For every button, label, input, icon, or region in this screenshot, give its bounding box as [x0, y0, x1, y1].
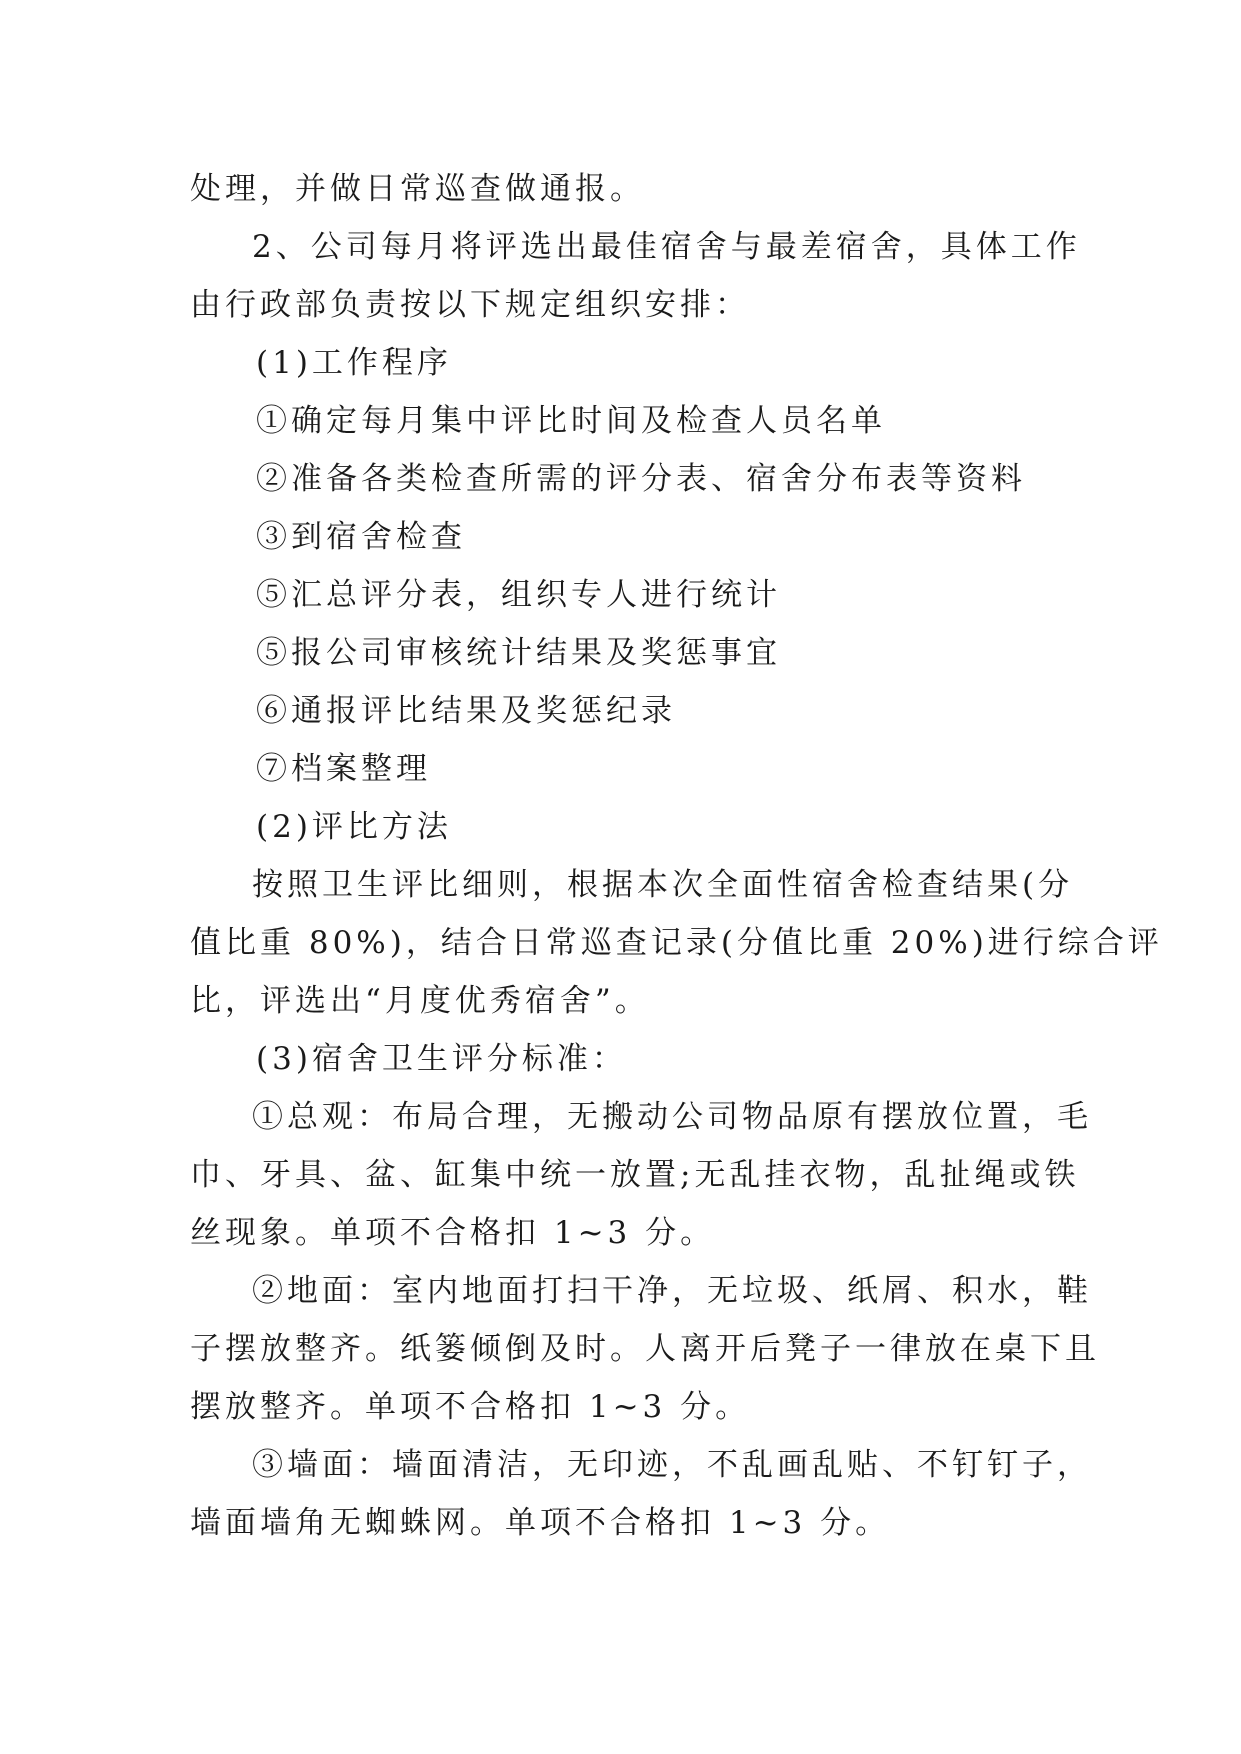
section-heading: (2)评比方法 — [256, 809, 452, 845]
list-item: ①确定每月集中评比时间及检查人员名单 — [256, 403, 886, 439]
document-body — [190, 160, 1163, 1552]
text-line: 丝现象。单项不合格扣 1~3 分。 — [190, 1215, 716, 1251]
section-heading: (1)工作程序 — [256, 345, 452, 381]
list-item: ⑥通报评比结果及奖惩纪录 — [256, 693, 676, 729]
text-line: 处理，并做日常巡查做通报。 — [190, 171, 645, 207]
text-line: 2、公司每月将评选出最佳宿舍与最差宿舍，具体工作 — [252, 229, 1081, 265]
text-line: 巾、牙具、盆、缸集中统一放置;无乱挂衣物，乱扯绳或铁 — [190, 1157, 1080, 1193]
text-line: ①总观：布局合理，无搬动公司物品原有摆放位置，毛 — [252, 1099, 1092, 1135]
list-item: ⑤报公司审核统计结果及奖惩事宜 — [256, 635, 781, 671]
text-line: 按照卫生评比细则，根据本次全面性宿舍检查结果(分 — [252, 867, 1074, 903]
text-line: 墙面墙角无蜘蛛网。单项不合格扣 1~3 分。 — [190, 1505, 891, 1541]
text-line: 摆放整齐。单项不合格扣 1~3 分。 — [190, 1389, 751, 1425]
text-line: ③墙面：墙面清洁，无印迹，不乱画乱贴、不钉钉子， — [252, 1447, 1092, 1483]
text-line: ②地面：室内地面打扫干净，无垃圾、纸屑、积水，鞋 — [252, 1273, 1092, 1309]
list-item: ②准备各类检查所需的评分表、宿舍分布表等资料 — [256, 461, 1026, 497]
text-line: 比，评选出“月度优秀宿舍”。 — [190, 983, 650, 1019]
list-item: ⑦档案整理 — [256, 751, 431, 787]
list-item: ③到宿舍检查 — [256, 519, 466, 555]
list-item: ⑤汇总评分表，组织专人进行统计 — [256, 577, 781, 613]
section-heading: (3)宿舍卫生评分标准： — [256, 1041, 627, 1077]
text-line: 子摆放整齐。纸篓倾倒及时。人离开后凳子一律放在桌下且 — [190, 1331, 1100, 1367]
text-line: 由行政部负责按以下规定组织安排： — [190, 287, 750, 323]
text-line: 值比重 80%)，结合日常巡查记录(分值比重 20%)进行综合评 — [190, 925, 1163, 961]
